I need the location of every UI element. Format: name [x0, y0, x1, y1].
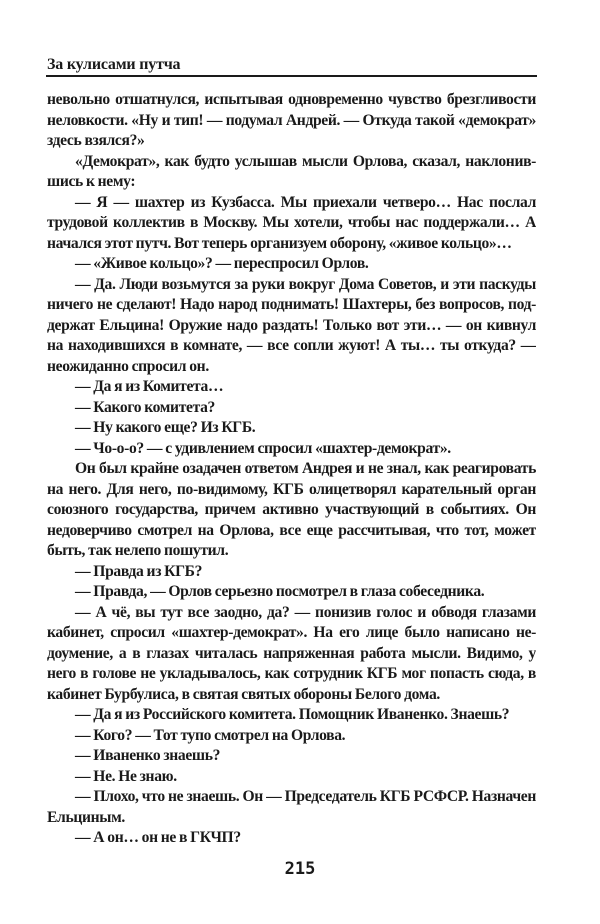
text-line: ничего не сделают! Надо народ поднимать! Шахтеры, без вопросов, под- — [47, 296, 536, 313]
text-line: — Не. Не знаю. — [75, 767, 177, 785]
paragraph — [47, 562, 536, 583]
text-line: — А он… он не в ГКЧП? — [75, 829, 241, 846]
text-line: — Я — шахтер из Кузбасса. Мы приехали четверо… Нас послал — [75, 193, 536, 211]
text-line: начался этот путч. Вот теперь организуем оборону, «живое кольцо»… — [47, 234, 512, 252]
text-line: держат Ельцина! Оружие надо раздать! Только вот эти… — он кивнул — [47, 316, 536, 334]
paragraph — [47, 787, 536, 828]
text-line: «Демократ», как будто услышав мысли Орлова, сказал, наклонив- — [75, 152, 536, 170]
text-line: союзного государства, причем активно участвующий в событиях. Он — [47, 501, 536, 518]
text-line: кабинет Бурбулиса, в святая святых обороны Белого дома. — [47, 685, 440, 703]
text-line: — Иваненко знаешь? — [75, 747, 221, 764]
text-line: — Ну какого еще? Из КГБ. — [75, 419, 256, 436]
paragraph — [47, 459, 536, 562]
text-line: здесь взялся?» — [47, 132, 145, 149]
paragraph — [47, 398, 536, 419]
text-line: на него. Для него, по-видимому, КГБ олицетворял карательный орган — [47, 480, 536, 498]
text-line: — А чё, вы тут все заодно, да? — понизив голос и обводя глазами — [75, 603, 536, 621]
paragraph — [47, 828, 536, 849]
text-line: — Да я из Комитета… — [75, 378, 224, 395]
paragraph — [47, 275, 536, 378]
paragraph — [47, 254, 536, 275]
text-line: — Какого комитета? — [75, 398, 215, 416]
paragraph — [47, 705, 536, 726]
paragraph — [47, 418, 536, 439]
page-number: 215 — [284, 859, 316, 879]
paragraph — [47, 582, 536, 603]
text-line: — Правда, — Орлов серьезно посмотрел в глаза собеседника. — [75, 583, 485, 600]
text-line: кабинет, спросил «шахтер-демократ». На его лице было написано не- — [47, 624, 536, 641]
text-line: Ельциным. — [47, 808, 125, 826]
text-line: — Плохо, что не знаешь. Он — Председатель КГБ РСФСР. Назначен — [75, 788, 536, 805]
text-line: — Правда из КГБ? — [75, 562, 203, 580]
text-line: невольно отшатнулся, испытывая одновременно чувство брезгливости — [47, 91, 536, 108]
paragraph — [47, 746, 536, 767]
running-head: За кулисами путча — [47, 56, 181, 73]
paragraph — [47, 152, 536, 193]
text-line: трудовой коллектив в Москву. Мы хотели, чтобы нас поддержали… А — [47, 214, 536, 231]
text-line: шись к нему: — [47, 173, 136, 190]
text-line: доумение, а в глазах читалась напряженная работа мысли. Видимо, у — [47, 644, 536, 662]
body-text — [47, 90, 536, 849]
paragraph — [47, 90, 536, 152]
text-line: Он был крайне озадачен ответом Андрея и не знал, как реагировать — [75, 460, 536, 477]
text-line: неловкости. «Ну и тип! — подумал Андрей. — Откуда такой «демократ» — [47, 111, 536, 129]
paragraph — [47, 726, 536, 747]
text-line: — Чо-о-о? — с удивлением спросил «шахтер-демократ». — [75, 439, 451, 457]
text-line: — Да. Люди возьмутся за руки вокруг Дома Советов, и эти паскуды — [75, 275, 536, 293]
paragraph — [47, 603, 536, 706]
text-line: — Кого? — Тот тупо смотрел на Орлова. — [75, 726, 346, 744]
text-line: недоверчиво смотрел на Орлова, все еще рассчитывая, что тот, может — [47, 521, 536, 539]
text-line: — Да я из Российского комитета. Помощник Иваненко. Знаешь? — [75, 706, 510, 723]
text-line: — «Живое кольцо»? — переспросил Орлов. — [75, 255, 369, 272]
paragraph — [47, 193, 536, 255]
text-line: на находившихся в комнате, — все сопли жуют! А ты… ты откуда? — — [47, 337, 536, 354]
text-line: быть, так нелепо пошутил. — [47, 542, 229, 559]
text-line: неожиданно спросил он. — [47, 357, 209, 375]
header-rule — [46, 75, 537, 77]
paragraph — [47, 439, 536, 460]
text-line: него в голове не укладывалось, как сотрудник КГБ мог попасть сюда, в — [47, 665, 536, 682]
paragraph — [47, 377, 536, 398]
paragraph — [47, 767, 536, 788]
